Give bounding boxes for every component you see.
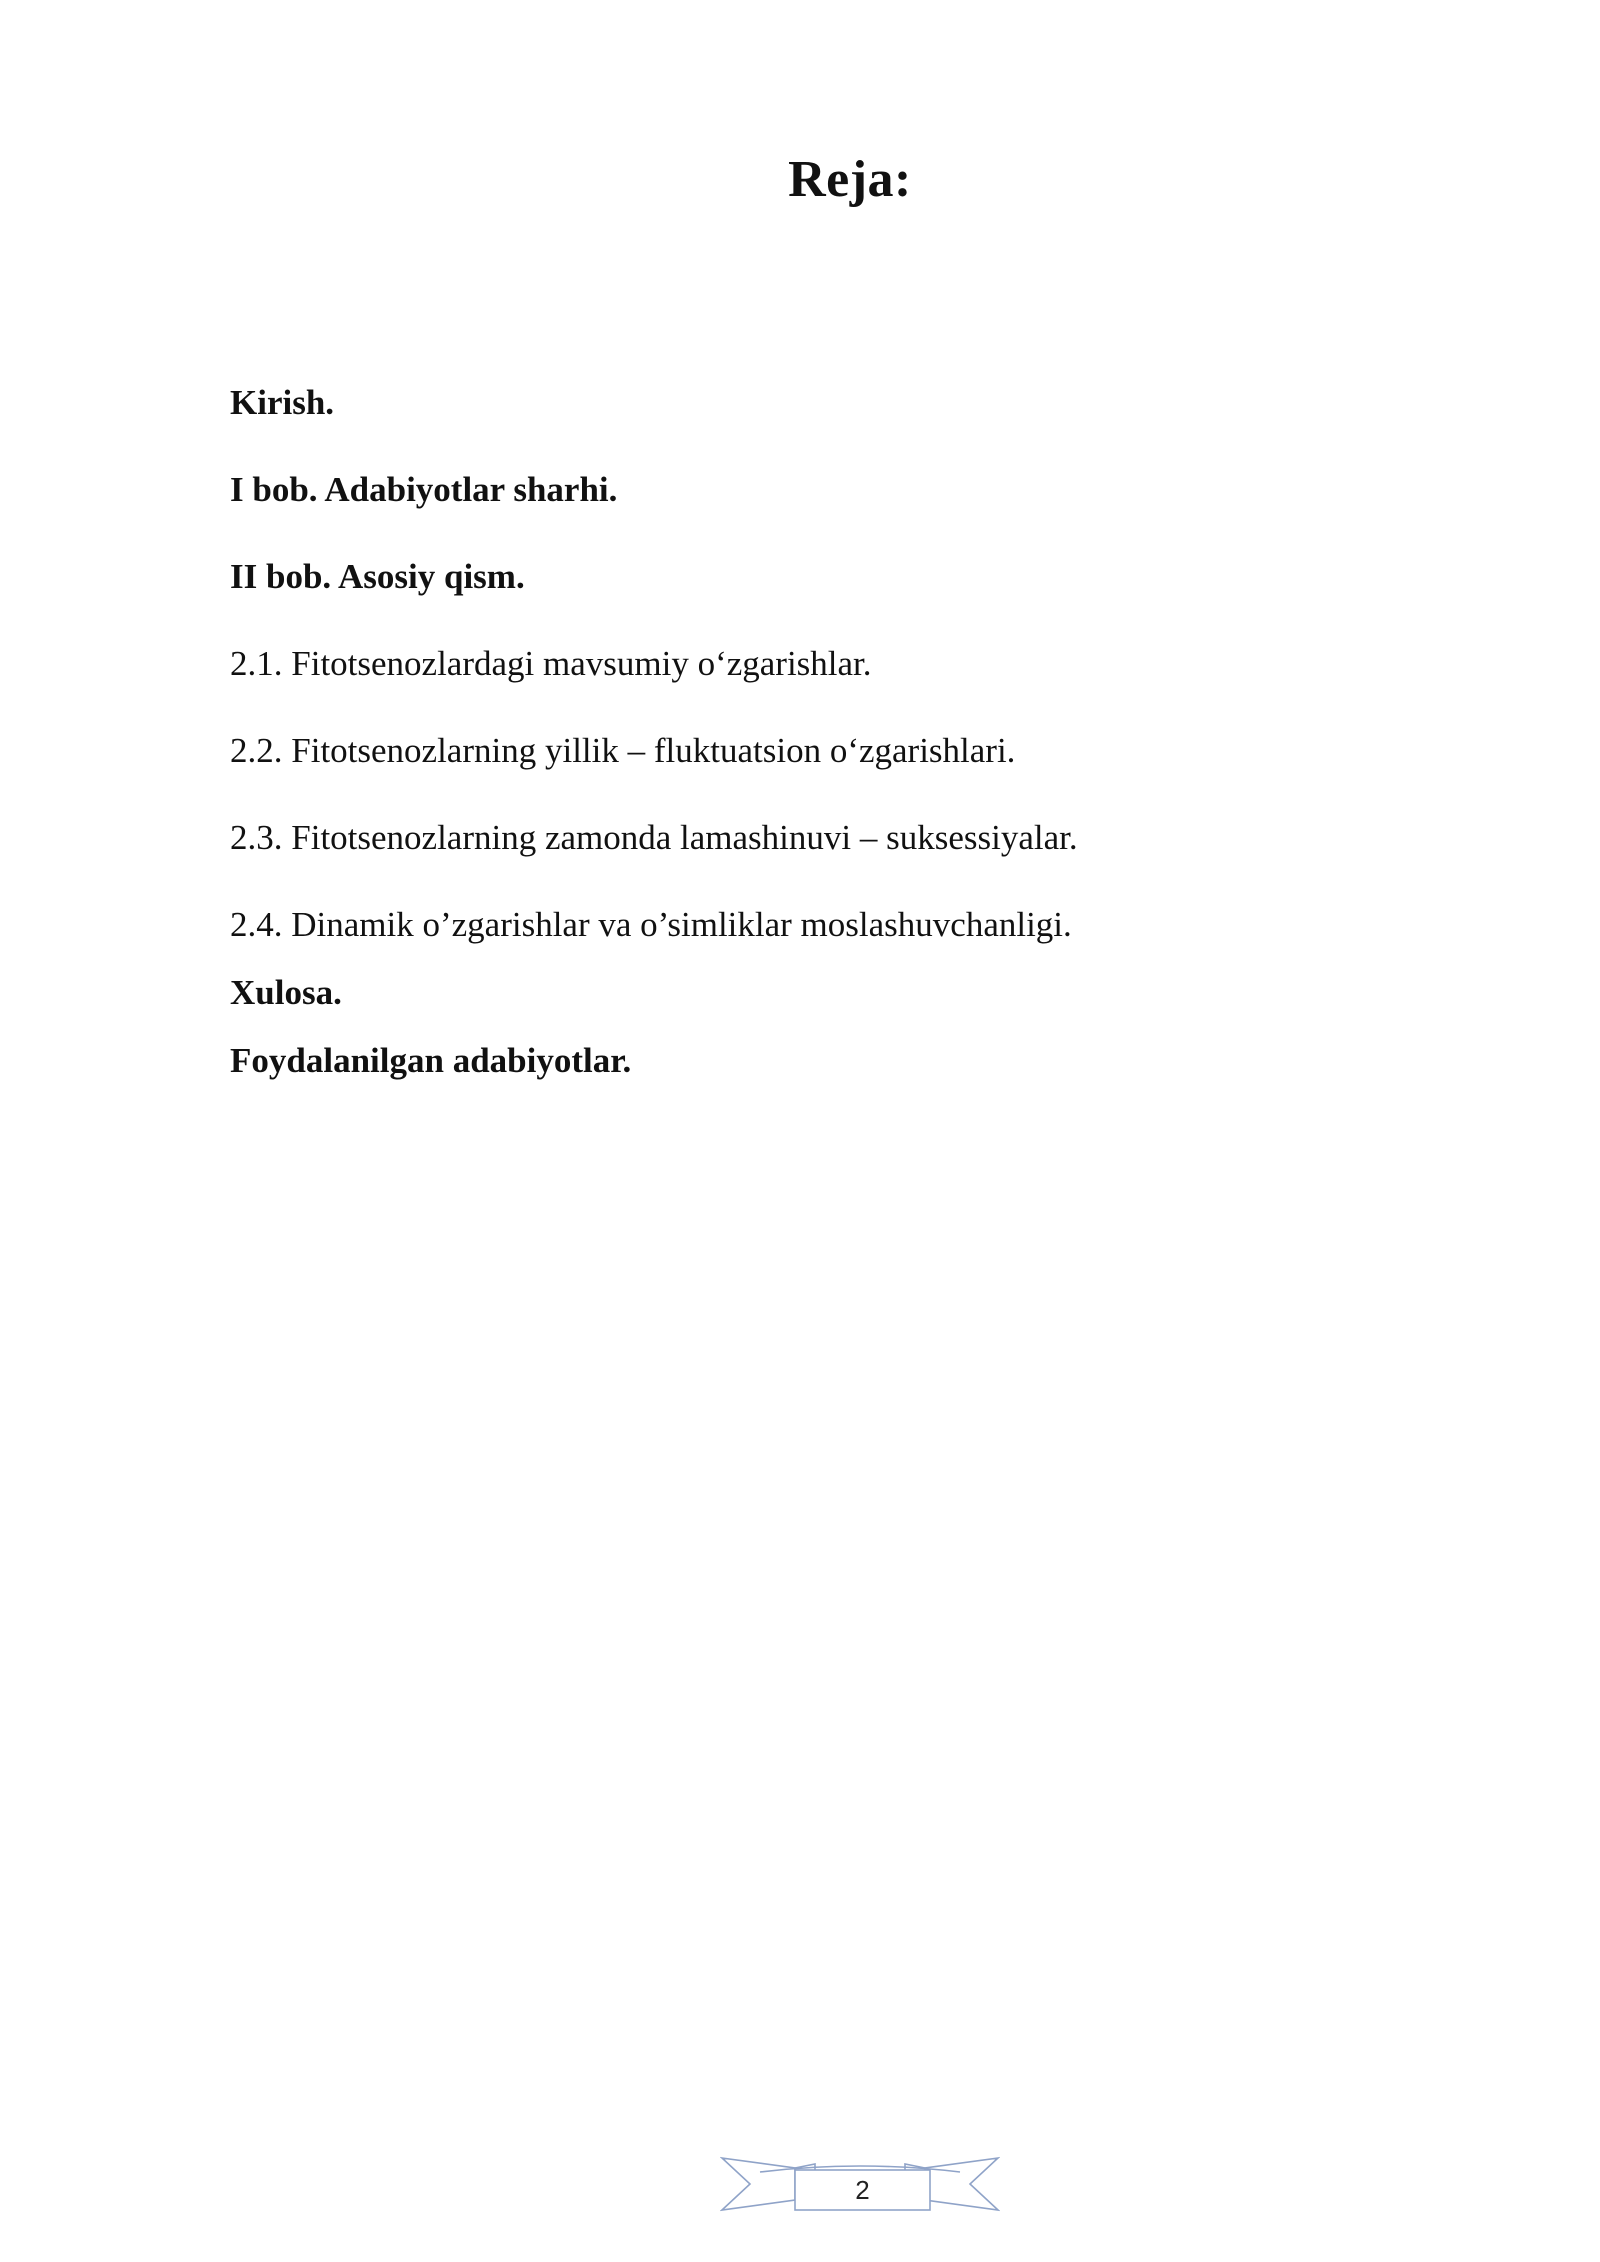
toc-item-section-2-4: 2.4. Dinamik o’zgarishlar va o’simliklar moslashuvchanligi.	[230, 905, 1072, 944]
toc-item-section-2-3: 2.3. Fitotsenozlarning zamonda lamashinuvi – suksessiyalar.	[230, 818, 1078, 857]
toc-item-kirish: Kirish.	[230, 383, 335, 422]
toc-item-chapter-2: II bob. Asosiy qism.	[230, 557, 525, 596]
toc-item-section-2-1: 2.1. Fitotsenozlardagi mavsumiy o‘zgarishlar.	[230, 644, 872, 683]
page-number: 2	[855, 2175, 870, 2205]
toc-item-section-2-2: 2.2. Fitotsenozlarning yillik – fluktuatsion o‘zgarishlari.	[230, 731, 1016, 770]
page-title: Reja:	[788, 151, 912, 208]
toc-item-xulosa: Xulosa.	[230, 973, 342, 1012]
toc-item-references: Foydalanilgan adabiyotlar.	[230, 1041, 632, 1080]
toc-item-chapter-1: I bob. Adabiyotlar sharhi.	[230, 470, 618, 509]
